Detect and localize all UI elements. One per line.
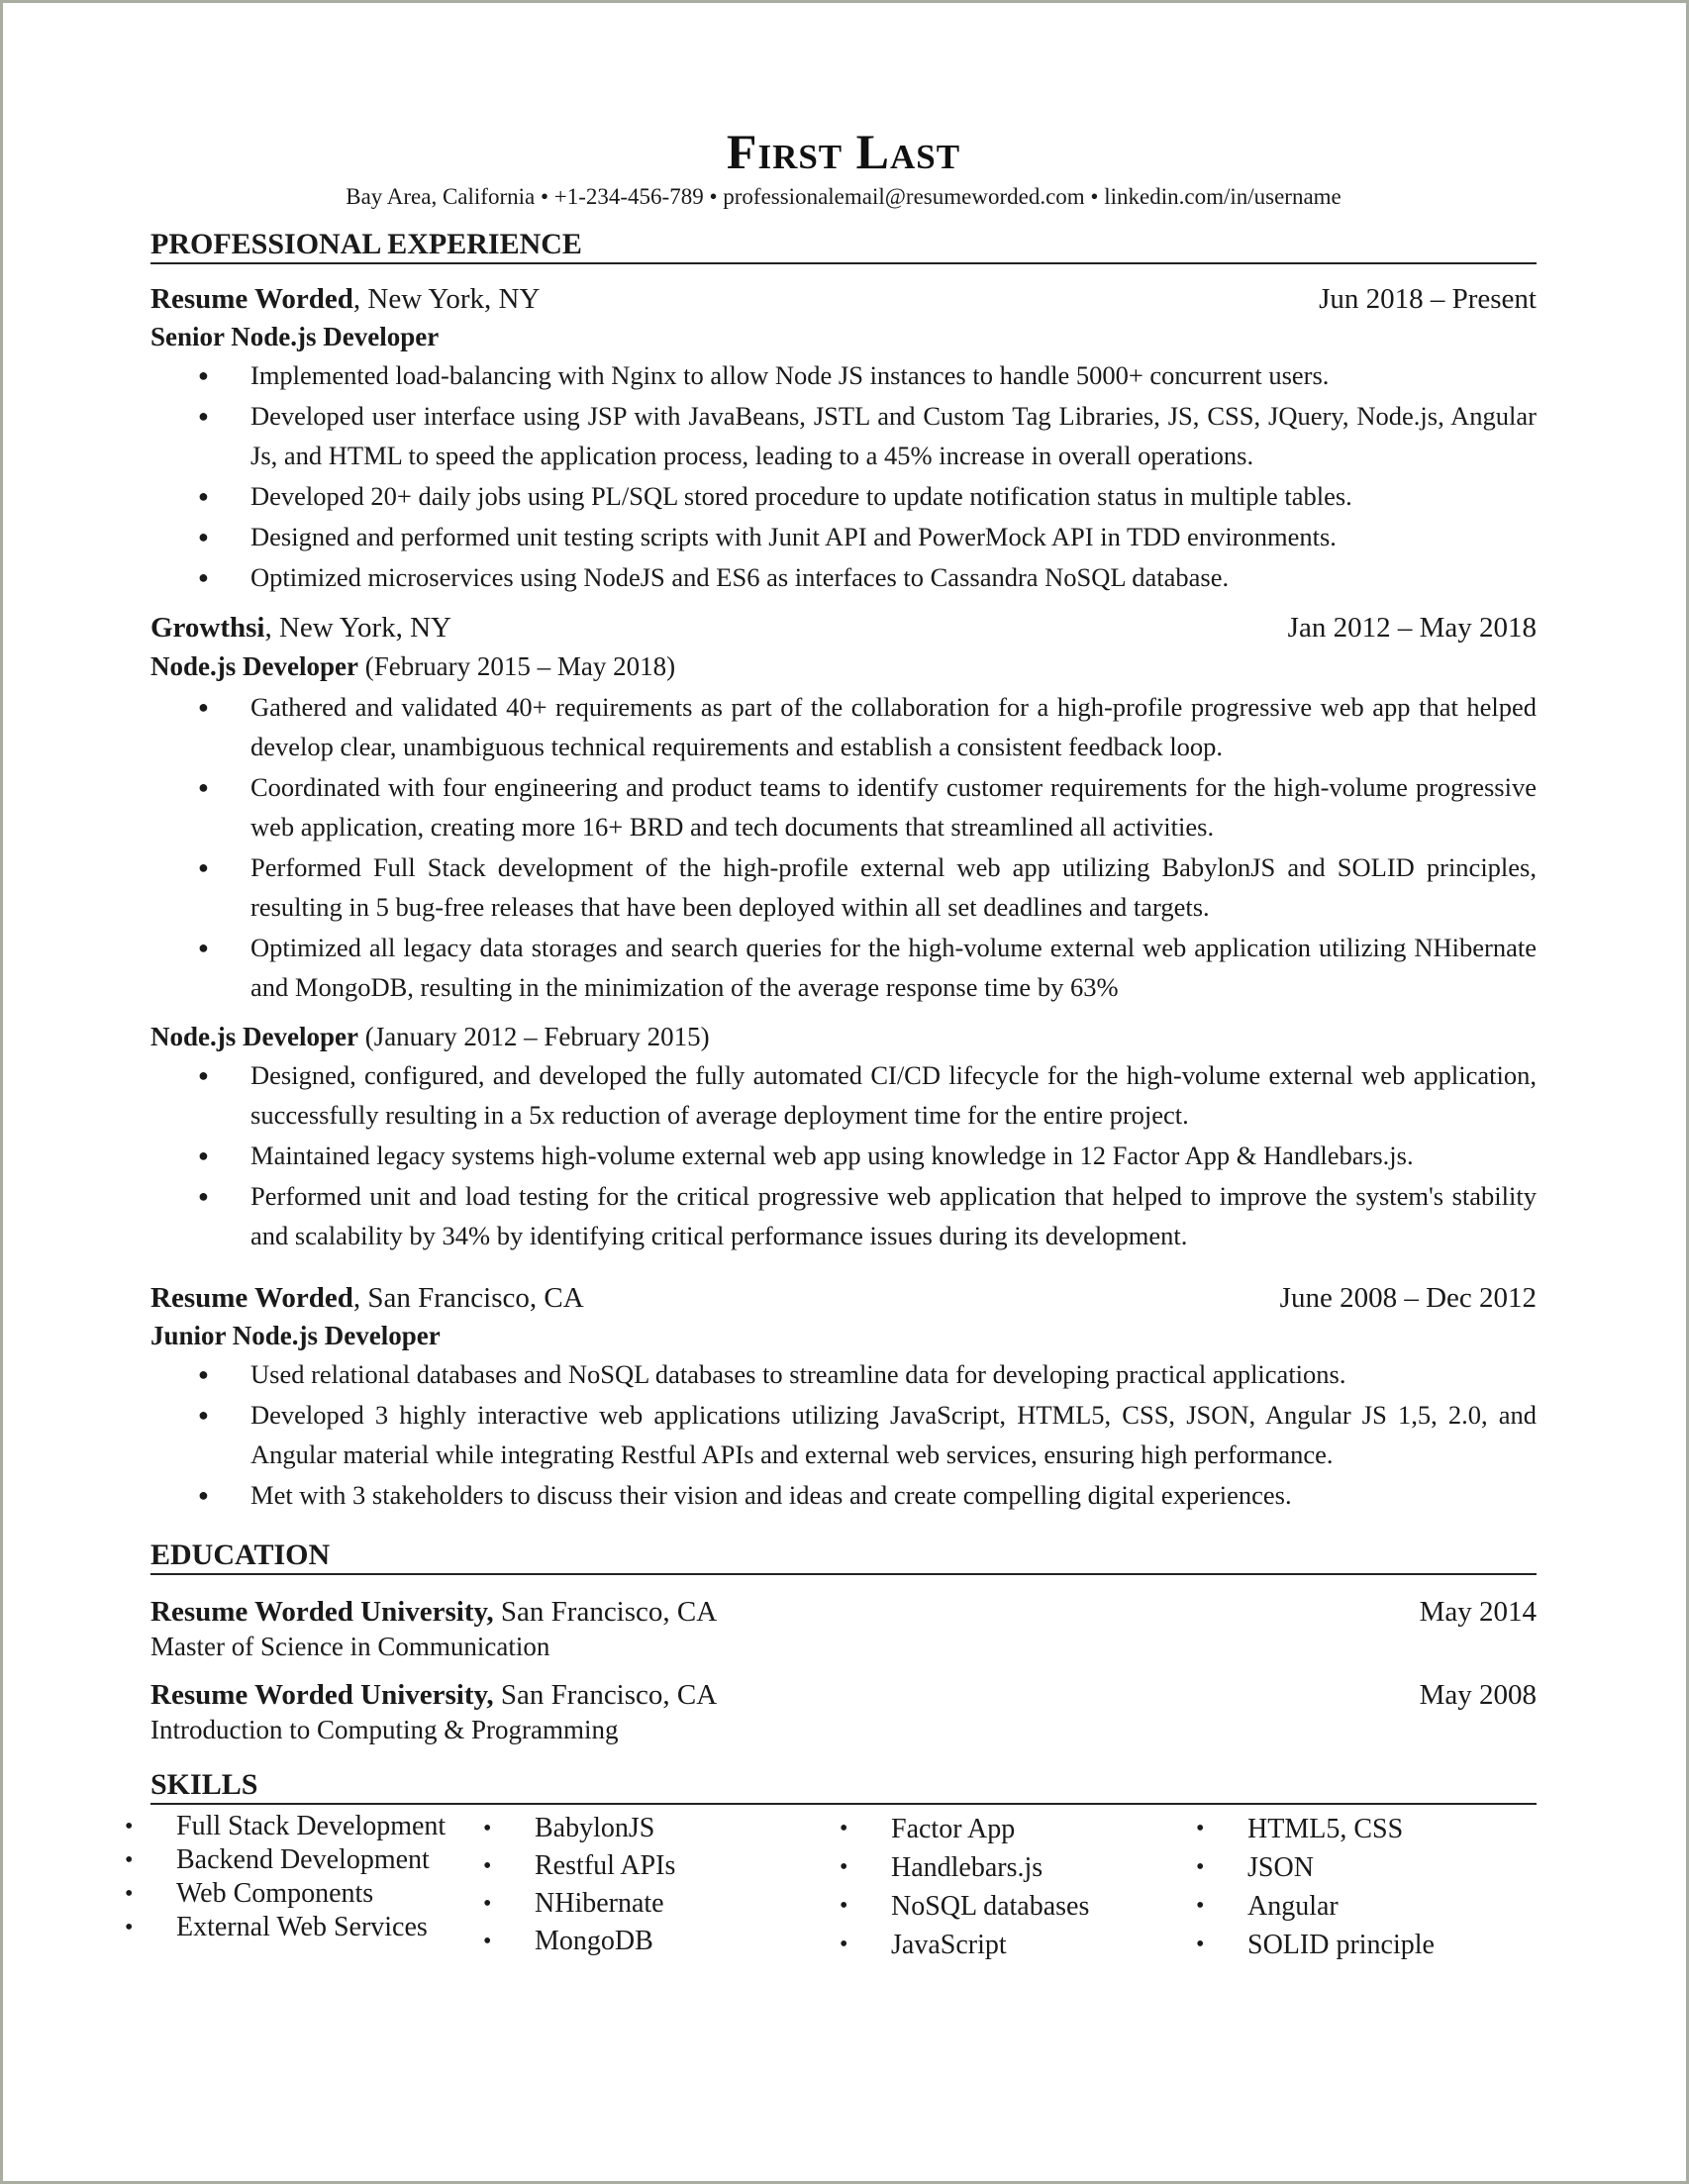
degree: Introduction to Computing & Programming [150, 1715, 619, 1744]
job-role: Senior Node.js Developer [150, 322, 440, 351]
list-item: ● Maintained legacy systems high-volume external web app using knowledge in 12 Factor App & Handlebars.js. [150, 1136, 1537, 1175]
job-location: , San Francisco, CA [352, 1282, 584, 1314]
skills-column [125, 1810, 446, 1944]
school-location: San Francisco, CA [493, 1679, 718, 1711]
skill-item: • JSON [1196, 1848, 1435, 1887]
list-item: ● Designed and performed unit testing scripts with Junit API and PowerMock API in TDD environments. [150, 517, 1537, 556]
list-item: ● Implemented load-balancing with Nginx to allow Node JS instances to handle 5000+ concurrent users. [150, 355, 1537, 395]
job-role: Node.js Developer (February 2015 – May 2018) [150, 651, 676, 681]
job-location: , New York, NY [352, 283, 541, 315]
company-name: Resume Worded [150, 283, 353, 315]
school-location: San Francisco, CA [493, 1596, 718, 1628]
skill-item: • Restful APIs [483, 1847, 675, 1885]
experience-heading: PROFESSIONAL EXPERIENCE [150, 228, 1537, 264]
job-role: Junior Node.js Developer [150, 1321, 441, 1350]
candidate-name: First Last [726, 124, 961, 179]
education-item [150, 1679, 1537, 1712]
skill-item: • MongoDB [483, 1923, 675, 1960]
skills-column [840, 1810, 1089, 1964]
school-name: Resume Worded University, [150, 1596, 494, 1628]
education-date: May 2014 [1419, 1596, 1537, 1628]
skills-heading: SKILLS [150, 1768, 1537, 1805]
skills-column [1196, 1810, 1435, 1964]
degree: Master of Science in Communication [150, 1632, 550, 1661]
job-location: , New York, NY [264, 612, 451, 644]
job-dates: Jan 2012 – May 2018 [1287, 612, 1537, 644]
job-bullets [150, 1055, 1537, 1255]
skill-item: • Handlebars.js [840, 1848, 1089, 1887]
education-date: May 2008 [1419, 1679, 1537, 1711]
skill-item: • Angular [1196, 1887, 1435, 1926]
list-item: ● Developed 20+ daily jobs using PL/SQL stored procedure to update notification status in multiple tables. [150, 476, 1537, 516]
job-bullets [150, 1354, 1537, 1515]
education-heading: EDUCATION [150, 1539, 1537, 1575]
list-item: ● Optimized microservices using NodeJS and ES6 as interfaces to Cassandra NoSQL database. [150, 557, 1537, 597]
skill-item: • External Web Services [125, 1911, 446, 1944]
skill-item: • NHibernate [483, 1885, 675, 1923]
job-header [150, 1282, 1537, 1315]
skill-item: • Backend Development [125, 1843, 446, 1877]
list-item: ● Used relational databases and NoSQL databases to streamline data for developing practical applications. [150, 1354, 1537, 1394]
education-item [150, 1596, 1537, 1629]
job-dates: Jun 2018 – Present [1319, 283, 1537, 315]
skill-item: • BabylonJS [483, 1810, 675, 1847]
skill-item: • Full Stack Development [125, 1810, 446, 1843]
list-item: ● Designed, configured, and developed the fully automated CI/CD lifecycle for the high-volume external web application, successfully resulting in a 5x reduction of average deployment time for the entire project. [150, 1055, 1537, 1135]
skills-column [483, 1810, 675, 1960]
job-role: Node.js Developer (January 2012 – February 2015) [150, 1022, 710, 1051]
job-bullets [150, 355, 1537, 597]
list-item: ● Met with 3 stakeholders to discuss their vision and ideas and create compelling digital experiences. [150, 1475, 1537, 1515]
list-item: ● Performed unit and load testing for the critical progressive web application that helped to improve the system's stability and scalability by 34% by identifying critical performance issues during its development. [150, 1176, 1537, 1255]
skill-item: • SOLID principle [1196, 1926, 1435, 1964]
job-header [150, 283, 1537, 316]
job-header [150, 612, 1537, 645]
list-item: ● Gathered and validated 40+ requirements as part of the collaboration for a high-profile progressive web app that helped develop clear, unambiguous technical requirements and establish a consistent feedback loop. [150, 687, 1537, 766]
contact-line: Bay Area, California • +1-234-456-789 • professionalemail@resumeworded.com • linkedin.com/in/username [346, 184, 1341, 209]
skill-item: • Factor App [840, 1810, 1089, 1848]
skill-item: • JavaScript [840, 1926, 1089, 1964]
list-item: ● Performed Full Stack development of the high-profile external web app utilizing BabylonJS and SOLID principles, resulting in 5 bug-free releases that have been deployed within all set deadlines and targets. [150, 847, 1537, 927]
skill-item: • Web Components [125, 1877, 446, 1911]
list-item: ● Developed 3 highly interactive web applications utilizing JavaScript, HTML5, CSS, JSON, Angular JS 1,5, 2.0, and Angular material while integrating Restful APIs and external web services, ensuring high performance. [150, 1395, 1537, 1474]
skill-item: • HTML5, CSS [1196, 1810, 1435, 1848]
list-item: ● Optimized all legacy data storages and search queries for the high-volume external web application utilizing NHibernate and MongoDB, resulting in the minimization of the average response time by 63% [150, 928, 1537, 1007]
job-bullets [150, 687, 1537, 1007]
job-dates: June 2008 – Dec 2012 [1279, 1282, 1537, 1314]
company-name: Growthsi [150, 612, 265, 644]
school-name: Resume Worded University, [150, 1679, 494, 1711]
company-name: Resume Worded [150, 1282, 353, 1314]
list-item: ● Coordinated with four engineering and product teams to identify customer requirements for the high-volume progressive web application, creating more 16+ BRD and tech documents that streamlined all activities. [150, 767, 1537, 846]
list-item: ● Developed user interface using JSP with JavaBeans, JSTL and Custom Tag Libraries, JS, CSS, JQuery, Node.js, Angular Js, and HTML to speed the application process, leading to a 45% increase in overall operations. [150, 396, 1537, 475]
skill-item: • NoSQL databases [840, 1887, 1089, 1926]
